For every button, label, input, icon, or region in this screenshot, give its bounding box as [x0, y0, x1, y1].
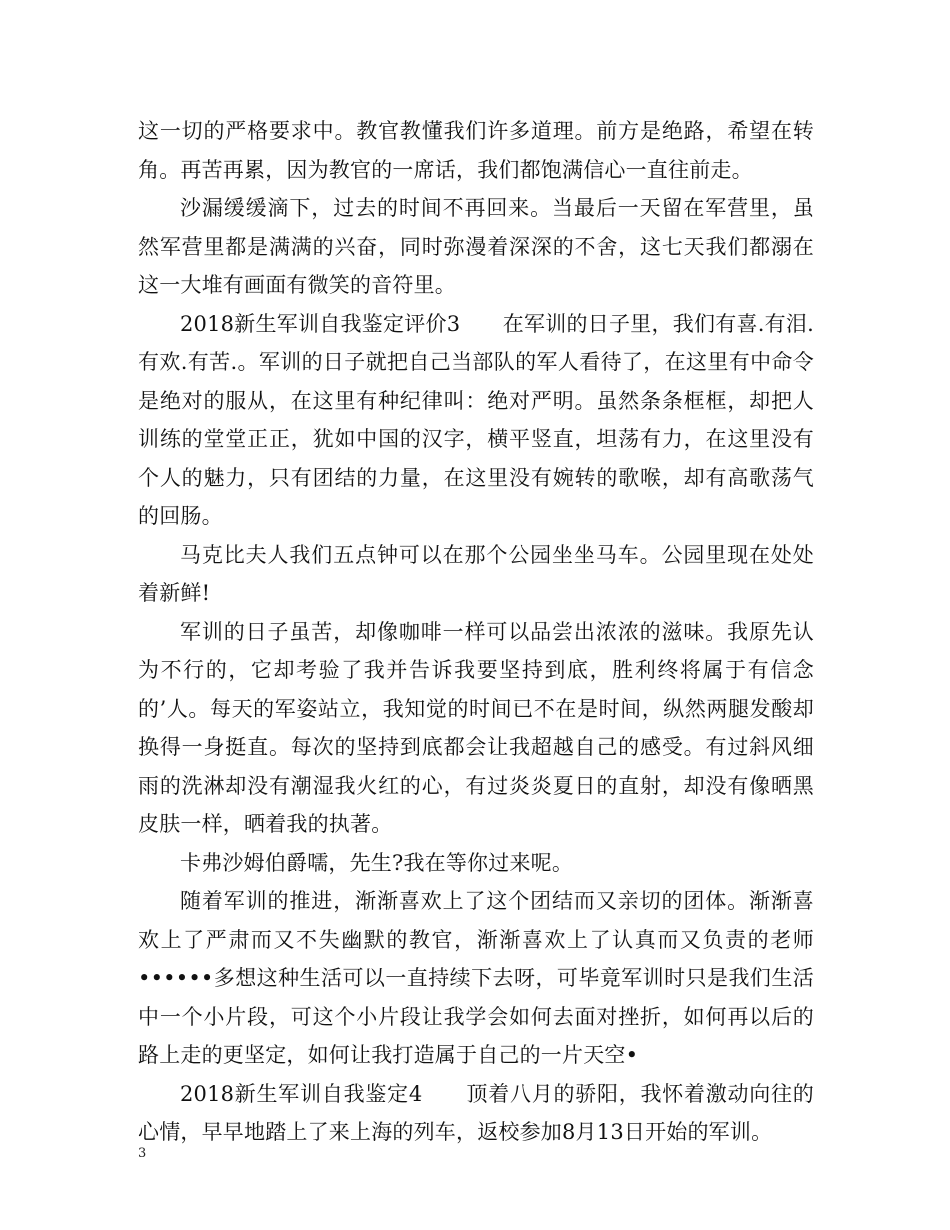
document-body: [138, 112, 814, 1152]
paragraph-3: 2018新生军训自我鉴定评价3 在军训的日子里，我们有喜.有泪.有欢.有苦.。军训的日子就把自己当部队的军人看待了，在这里有中命令是绝对的服从，在这里有种纪律叫：绝对严明。虽然条条框框，却把人训练的堂堂正正，犹如中国的汉字，横平竖直，坦荡有力，在这里没有个人的魅力，只有团结的力量，在这里没有婉转的歌喉，却有高歌荡气的回肠。: [138, 311, 814, 528]
paragraph-2: 沙漏缓缓滴下，过去的时间不再回来。当最后一天留在军营里，虽然军营里都是满满的兴奋，同时弥漫着深深的不舍，这七天我们都溺在这一大堆有画面有微笑的音符里。: [138, 196, 814, 297]
paragraph-6: 卡弗沙姆伯爵嚅，先生?我在等你过来呢。: [180, 850, 574, 875]
paragraph-4: 马克比夫人我们五点钟可以在那个公园坐坐马车。公园里现在处处着新鲜!: [138, 542, 814, 605]
paragraph-7: 随着军训的推进，渐渐喜欢上了这个团结而又亲切的团体。渐渐喜欢上了严肃而又不失幽默的教官，渐渐喜欢上了认真而又负责的老师••••••多想这种生活可以一直持续下去呀，可毕竟军训时只是我们生活中一个小片段，可这个小片段让我学会如何去面对挫折，如何再以后的路上走的更坚定，如何让我打造属于自己的一片天空•: [138, 889, 814, 1067]
page-number: 3: [138, 1146, 147, 1161]
paragraph-8: 2018新生军训自我鉴定4 顶着八月的骄阳，我怀着激动向往的心情，早早地踏上了来上海的列车，返校参加8月13日开始的军训。: [138, 1081, 814, 1144]
paragraph-5: 军训的日子虽苦，却像咖啡一样可以品尝出浓浓的滋味。我原先认为不行的，它却考验了我并告诉我要坚持到底，胜利终将属于有信念的’人。每天的军姿站立，我知觉的时间已不在是时间，纵然两腿发酸却换得一身挺直。每次的坚持到底都会让我超越自己的感受。有过斜风细雨的洗淋却没有潮湿我火红的心，有过炎炎夏日的直射，却没有像晒黑皮肤一样，晒着我的执著。: [138, 619, 814, 836]
paragraph-1: 这一切的严格要求中。教官教懂我们许多道理。前方是绝路，希望在转角。再苦再累，因为教官的一席话，我们都饱满信心一直往前走。: [138, 119, 814, 182]
